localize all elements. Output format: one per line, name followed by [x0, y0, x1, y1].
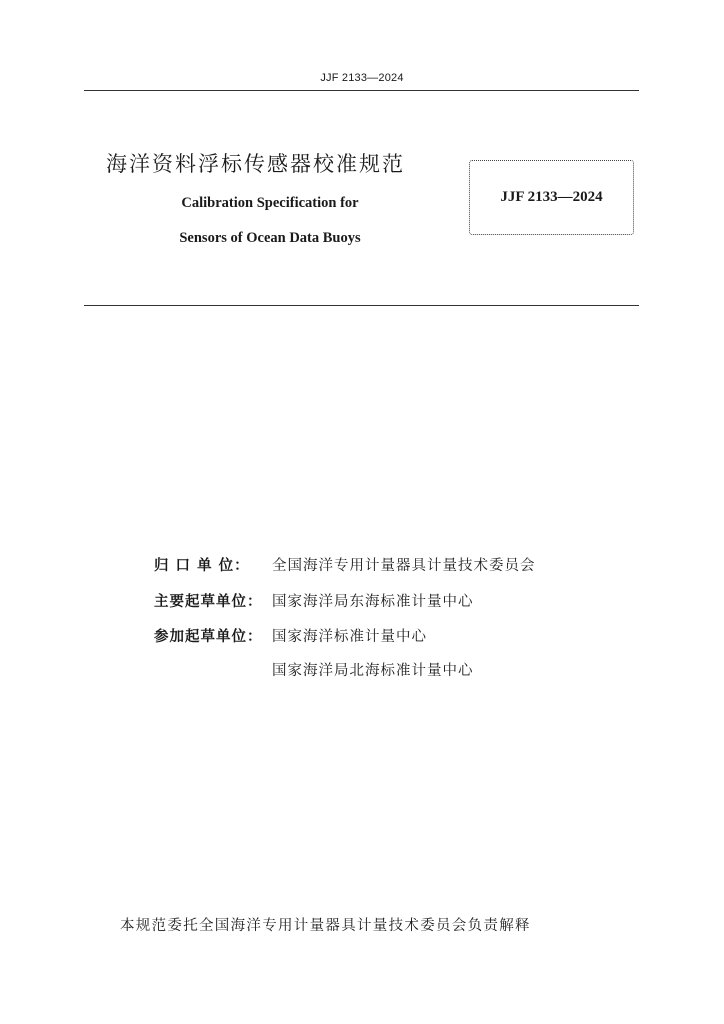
main-drafter-label: 主要起草单位： — [154, 594, 263, 610]
english-title-line-2: Sensors of Ocean Data Buoys — [179, 230, 361, 246]
participating-drafter-value-2: 国家海洋局北海标准计量中心 — [272, 663, 474, 679]
participating-drafter-row-2 — [154, 659, 474, 680]
main-drafter-value: 国家海洋局东海标准计量中心 — [272, 594, 474, 610]
responsible-unit-row — [154, 554, 536, 575]
chinese-title: 海洋资料浮标传感器校准规范 — [106, 152, 405, 176]
header-divider — [84, 90, 639, 91]
interpretation-note: 本规范委托全国海洋专用计量器具计量技术委员会负责解释 — [120, 918, 531, 934]
participating-drafter-row — [154, 625, 427, 646]
standard-code: JJF 2133—2024 — [500, 189, 603, 205]
participating-drafter-label: 参加起草单位： — [154, 629, 263, 645]
participating-drafter-value-1: 国家海洋标准计量中心 — [272, 629, 427, 645]
english-title-line-1: Calibration Specification for — [181, 195, 359, 211]
title-divider — [84, 305, 639, 306]
main-drafter-row — [154, 590, 474, 611]
responsible-unit-value: 全国海洋专用计量器具计量技术委员会 — [272, 558, 536, 574]
standard-code-box — [469, 160, 634, 235]
responsible-unit-label: 归 口 单 位： — [154, 558, 250, 574]
header-standard-code: JJF 2133—2024 — [320, 72, 404, 84]
